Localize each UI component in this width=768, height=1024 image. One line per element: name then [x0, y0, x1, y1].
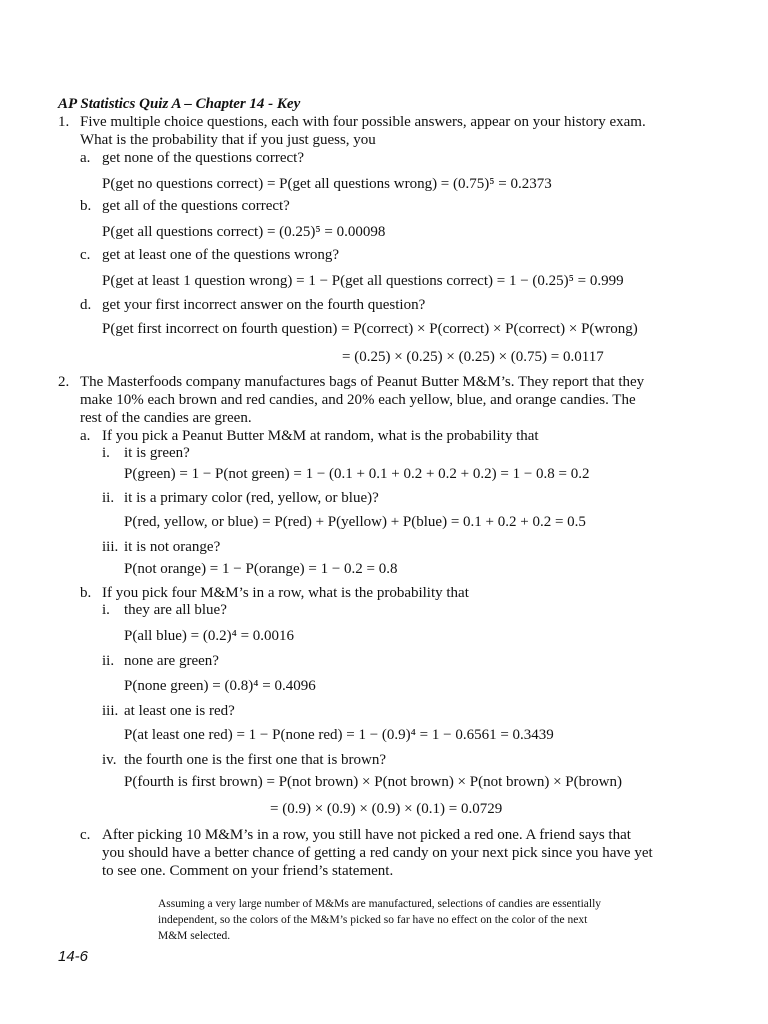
q1b-label: b. — [80, 198, 92, 214]
q1c-text: get at least one of the questions wrong? — [102, 247, 340, 263]
q1-stem-line2: What is the probability that if you just guess, you — [80, 132, 376, 148]
q2c-answer-line3: M&M selected. — [158, 930, 231, 942]
q2-stem-line2: make 10% each brown and red candies, and 20% each yellow, blue, and orange candies. The — [80, 392, 636, 408]
q1c-label: c. — [80, 247, 91, 263]
q2a-text: If you pick a Peanut Butter M&M at random, what is the probability that — [102, 428, 539, 444]
q2bii-label: ii. — [102, 653, 115, 669]
q2biii-answer: P(at least one red) = 1 − P(none red) = 1 − (0.9)⁴ = 1 − 0.6561 = 0.3439 — [124, 727, 554, 743]
q1-stem-line1: Five multiple choice questions, each with four possible answers, appear on your history exam. — [80, 114, 646, 130]
q2ai-answer: P(green) = 1 − P(not green) = 1 − (0.1 + 0.1 + 0.2 + 0.2 + 0.2) = 1 − 0.8 = 0.2 — [124, 466, 590, 482]
q1a-text: get none of the questions correct? — [102, 150, 305, 166]
q1b-text: get all of the questions correct? — [102, 198, 290, 214]
q2-stem-line3: rest of the candies are green. — [80, 410, 252, 426]
q2biv-answer-line2: = (0.9) × (0.9) × (0.9) × (0.1) = 0.0729 — [270, 801, 503, 817]
q2b-text: If you pick four M&M’s in a row, what is the probability that — [102, 585, 469, 601]
q2c-answer-line1: Assuming a very large number of M&Ms are manufactured, selections of candies are essentially — [158, 898, 602, 910]
q2bii-text: none are green? — [124, 653, 219, 669]
q2c-answer-line2: independent, so the colors of the M&M’s picked so far have no effect on the color of the next — [158, 914, 588, 926]
q1a-answer: P(get no questions correct) = P(get all questions wrong) = (0.75)⁵ = 0.2373 — [102, 176, 552, 192]
q2bi-answer: P(all blue) = (0.2)⁴ = 0.0016 — [124, 628, 295, 644]
q2c-text-line1: After picking 10 M&M’s in a row, you still have not picked a red one. A friend says that — [102, 827, 631, 843]
q1c-answer: P(get at least 1 question wrong) = 1 − P(get all questions correct) = 1 − (0.25)⁵ = 0.999 — [102, 273, 624, 289]
q2ai-text: it is green? — [124, 445, 190, 461]
q2bi-label: i. — [102, 602, 110, 618]
q2aiii-answer: P(not orange) = 1 − P(orange) = 1 − 0.2 = 0.8 — [124, 561, 398, 577]
q1d-label: d. — [80, 297, 92, 313]
q2biv-text: the fourth one is the first one that is brown? — [124, 752, 387, 768]
page-number: 14-6 — [58, 948, 89, 965]
q2aii-answer: P(red, yellow, or blue) = P(red) + P(yellow) + P(blue) = 0.1 + 0.2 + 0.2 = 0.5 — [124, 514, 586, 530]
q1a-label: a. — [80, 150, 91, 166]
q2aiii-text: it is not orange? — [124, 539, 221, 555]
q2biv-label: iv. — [102, 752, 117, 768]
q2bi-text: they are all blue? — [124, 602, 227, 618]
q2biii-label: iii. — [102, 703, 119, 719]
q1b-answer: P(get all questions correct) = (0.25)⁵ = 0.00098 — [102, 224, 386, 240]
q2biii-text: at least one is red? — [124, 703, 235, 719]
q2-number: 2. — [58, 374, 70, 390]
q1d-text: get your first incorrect answer on the fourth question? — [102, 297, 426, 313]
q2a-label: a. — [80, 428, 91, 444]
q1-number: 1. — [58, 114, 70, 130]
q2c-text-line3: to see one. Comment on your friend’s statement. — [102, 863, 394, 879]
q2aii-label: ii. — [102, 490, 115, 506]
q2bii-answer: P(none green) = (0.8)⁴ = 0.4096 — [124, 678, 316, 694]
q1d-answer-line2: = (0.25) × (0.25) × (0.25) × (0.75) = 0.0117 — [342, 349, 604, 365]
q1d-answer-line1: P(get first incorrect on fourth question) = P(correct) × P(correct) × P(correct) × P(wrong) — [102, 321, 638, 337]
q2biv-answer-line1: P(fourth is first brown) = P(not brown) × P(not brown) × P(not brown) × P(brown) — [124, 774, 622, 790]
q2-stem-line1: The Masterfoods company manufactures bags of Peanut Butter M&M’s. They report that they — [80, 374, 645, 390]
page-title: AP Statistics Quiz A – Chapter 14 - Key — [58, 96, 301, 112]
q2aii-text: it is a primary color (red, yellow, or blue)? — [124, 490, 379, 506]
q2b-label: b. — [80, 585, 92, 601]
q2aiii-label: iii. — [102, 539, 119, 555]
q2c-text-line2: you should have a better chance of getting a red candy on your next pick since you have yet — [102, 845, 653, 861]
q2c-label: c. — [80, 827, 91, 843]
q2ai-label: i. — [102, 445, 110, 461]
